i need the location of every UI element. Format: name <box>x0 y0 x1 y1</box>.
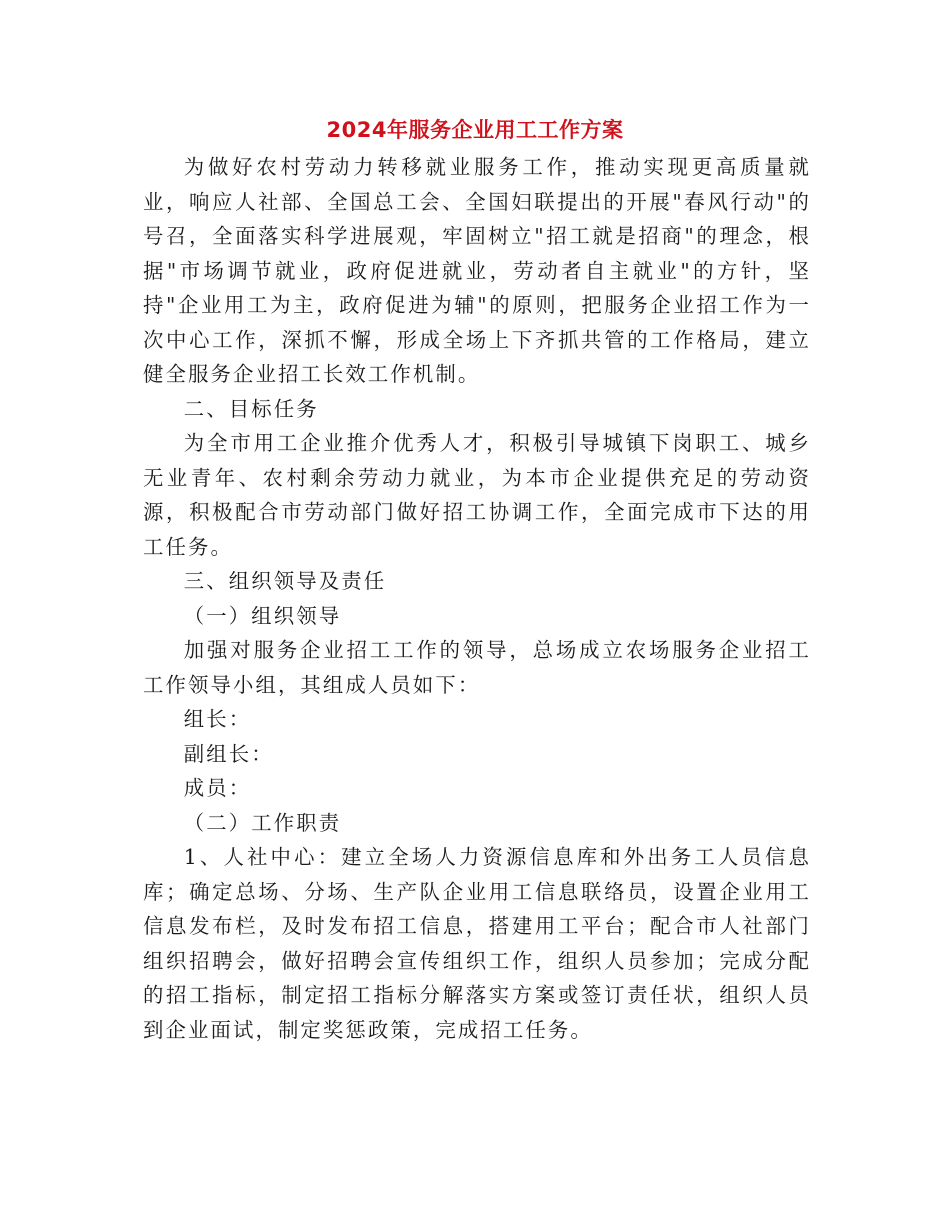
paragraph-goals: 为全市用工企业推介优秀人才，积极引导城镇下岗职工、城乡无业青年、农村剩余劳动力就业，为本市企业提供充足的劳动资源，积极配合市劳动部门做好招工协调工作，全面完成市下达的用工任务。 <box>143 431 811 559</box>
subheading-duties: （二）工作职责 <box>183 810 342 835</box>
paragraph-leadership: 加强对服务企业招工工作的领导，总场成立农场服务企业招工工作领导小组，其组成人员如下： <box>143 638 811 697</box>
document-title: 2024年服务企业用工工作方案 <box>326 118 624 142</box>
leader-line: 组长： <box>183 707 252 731</box>
paragraph-duty-1: 1、人社中心：建立全场人力资源信息库和外出务工人员信息库；确定总场、分场、生产队企业用工信息联络员，设置企业用工信息发布栏，及时发布招工信息，搭建用工平台；配合市人社部门组织招聘会，做好招聘会宣传组织工作，组织人员参加；完成分配的招工指标，制定招工指标分解落实方案或签订责任状，组织人员到企业面试，制定奖惩政策，完成招工任务。 <box>143 845 811 1042</box>
paragraph-intro: 为做好农村劳动力转移就业服务工作，推动实现更高质量就业，响应人社部、全国总工会、全国妇联提出的开展"春风行动"的号召，全面落实科学进展观，牢固树立"招工就是招商"的理念，根据"市场调节就业，政府促进就业，劳动者自主就业"的方针，坚持"企业用工为主，政府促进为辅"的原则，把服务企业招工作为一次中心工作，深抓不懈，形成全场上下齐抓共管的工作格局，建立健全服务企业招工长效工作机制。 <box>143 155 811 386</box>
deputy-leader-line: 副组长： <box>183 741 274 766</box>
heading-goals: 二、目标任务 <box>183 396 319 421</box>
subheading-leadership: （一）组织领导 <box>183 603 342 628</box>
document-body <box>143 150 811 1047</box>
heading-organization: 三、组织领导及责任 <box>183 569 387 593</box>
members-line: 成员： <box>183 776 252 800</box>
